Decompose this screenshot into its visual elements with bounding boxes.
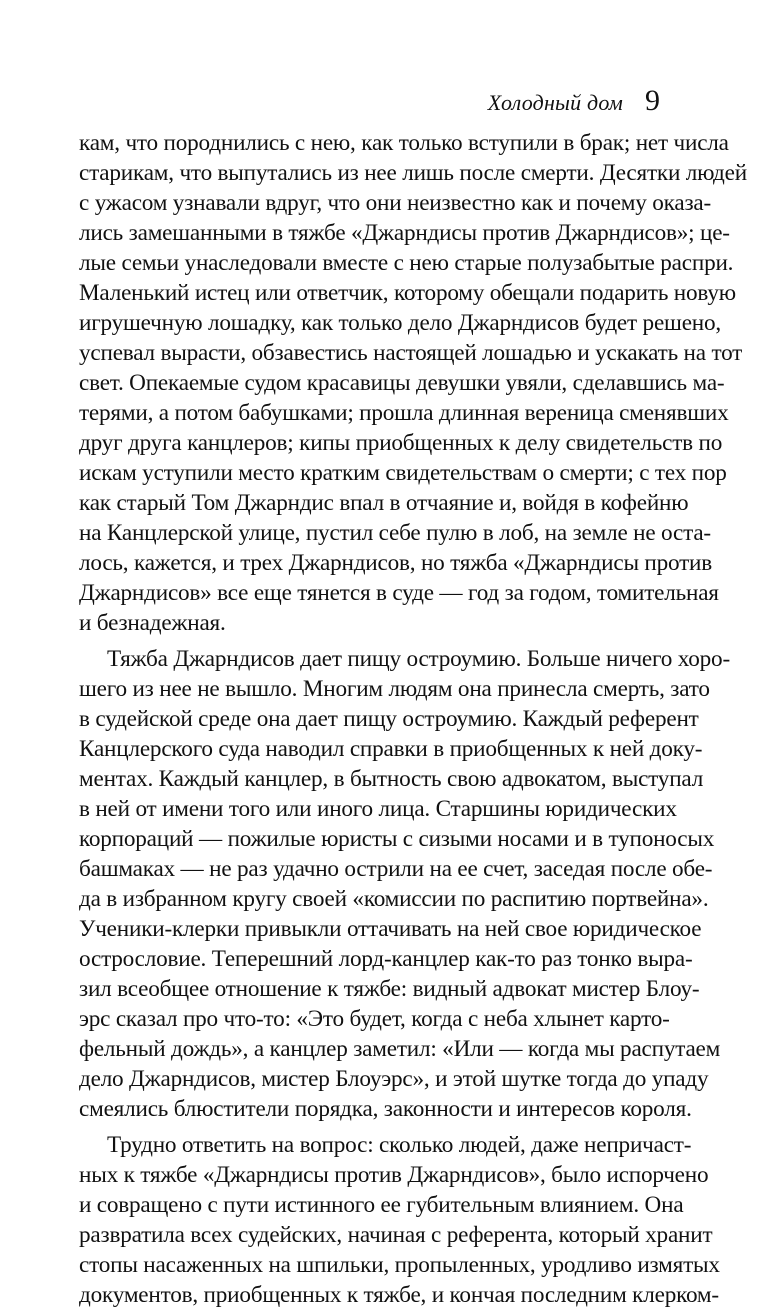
text-line: ментах. Каждый канцлер, в бытность свою адвокатом, выступал — [79, 766, 704, 792]
text-line: ных к тяжбе «Джарндисы против Джарндисов», было испорчено — [79, 1162, 709, 1188]
paragraph-2 — [79, 644, 730, 1124]
text-line: зил всеобщее отношение к тяжбе: видный адвокат мистер Блоу- — [79, 976, 700, 1002]
text-line: дело Джарндисов, мистер Блоуэрс», и этой шутке тогда до упаду — [79, 1066, 709, 1092]
running-title: Холодный дом — [487, 90, 623, 115]
text-line: лось, кажется, и трех Джарндисов, но тяжба «Джарндисы против — [79, 550, 713, 576]
text-line: старикам, что выпутались из нее лишь после смерти. Десятки людей — [79, 160, 747, 186]
text-line: Джарндисов» все еще тянется в суде — год за годом, томительная — [79, 580, 719, 606]
running-header — [488, 84, 660, 118]
text-line: фельный дождь», а канцлер заметил: «Или — когда мы распутаем — [79, 1036, 721, 1062]
text-line: с ужасом узнавали вдруг, что они неизвестно как и почему оказа- — [79, 190, 712, 216]
text-line: искам уступили место кратким свидетельствам о смерти; с тех пор — [79, 460, 727, 486]
text-line: Ученики-клерки привыкли оттачивать на ней свое юридическое — [79, 916, 702, 942]
text-line: Маленький истец или ответчик, которому обещали подарить новую — [79, 280, 736, 306]
text-line: успевал вырасти, обзавестись настоящей лошадью и ускакать на тот — [79, 340, 743, 366]
text-line: Трудно ответить на вопрос: сколько людей, даже непричаст- — [107, 1132, 692, 1158]
page-number: 9 — [645, 84, 660, 117]
text-line: свет. Опекаемые судом красавицы девушки увяли, сделавшись ма- — [79, 370, 725, 396]
text-line: острословие. Теперешний лорд-канцлер как-то раз тонко выра- — [79, 946, 693, 972]
paragraph-1 — [79, 128, 747, 638]
text-line: Тяжба Джарндисов дает пищу остроумию. Больше ничего хоро- — [107, 646, 730, 672]
text-line: лые семьи унаследовали вместе с нею старые полузабытые распри. — [79, 250, 734, 276]
text-line: друг друга канцлеров; кипы приобщенных к делу свидетельств по — [79, 430, 723, 456]
text-line: Канцлерского суда наводил справки в приобщенных к ней доку- — [79, 736, 703, 762]
text-line: как старый Том Джарндис впал в отчаяние и, войдя в кофейню — [79, 490, 689, 516]
paragraph-3 — [79, 1130, 720, 1310]
text-line: и совращено с пути истинного ее губительным влиянием. Она — [79, 1192, 684, 1218]
text-line: развратила всех судейских, начиная с референта, который хранит — [79, 1222, 713, 1248]
text-line: в ней от имени того или иного лица. Старшины юридических — [79, 796, 677, 822]
text-line: игрушечную лошадку, как только дело Джарндисов будет решено, — [79, 310, 721, 336]
text-line: терями, а потом бабушками; прошла длинная вереница сменявших — [79, 400, 729, 426]
text-line: шего из нее не вышло. Многим людям она принесла смерть, зато — [79, 676, 710, 702]
text-line: эрс сказал про что-то: «Это будет, когда с неба хлынет карто- — [79, 1006, 670, 1032]
text-line: на Канцлерской улице, пустил себе пулю в лоб, на земле не оста- — [79, 520, 711, 546]
text-line: документов, приобщенных к тяжбе, и кончая последним клерком- — [79, 1282, 719, 1308]
text-line: кам, что породнились с нею, как только вступили в брак; нет числа — [79, 130, 729, 156]
text-line: стопы насаженных на шпильки, пропыленных, уродливо измятых — [79, 1252, 720, 1278]
body-text — [79, 128, 747, 1310]
text-line: в судейской среде она дает пищу остроумию. Каждый референт — [79, 706, 699, 732]
text-line: смеялись блюстители порядка, законности и интересов короля. — [79, 1096, 692, 1122]
text-line: да в избранном кругу своей «комиссии по распитию портвейна». — [79, 886, 709, 912]
text-line: башмаках — не раз удачно острили на ее счет, заседая после обе- — [79, 856, 713, 882]
text-line: лись замешанными в тяжбе «Джарндисы против Джарндисов»; це- — [79, 220, 730, 246]
text-line: корпораций — пожилые юристы с сизыми носами и в тупоносых — [79, 826, 715, 852]
text-line: и безнадежная. — [79, 610, 226, 636]
